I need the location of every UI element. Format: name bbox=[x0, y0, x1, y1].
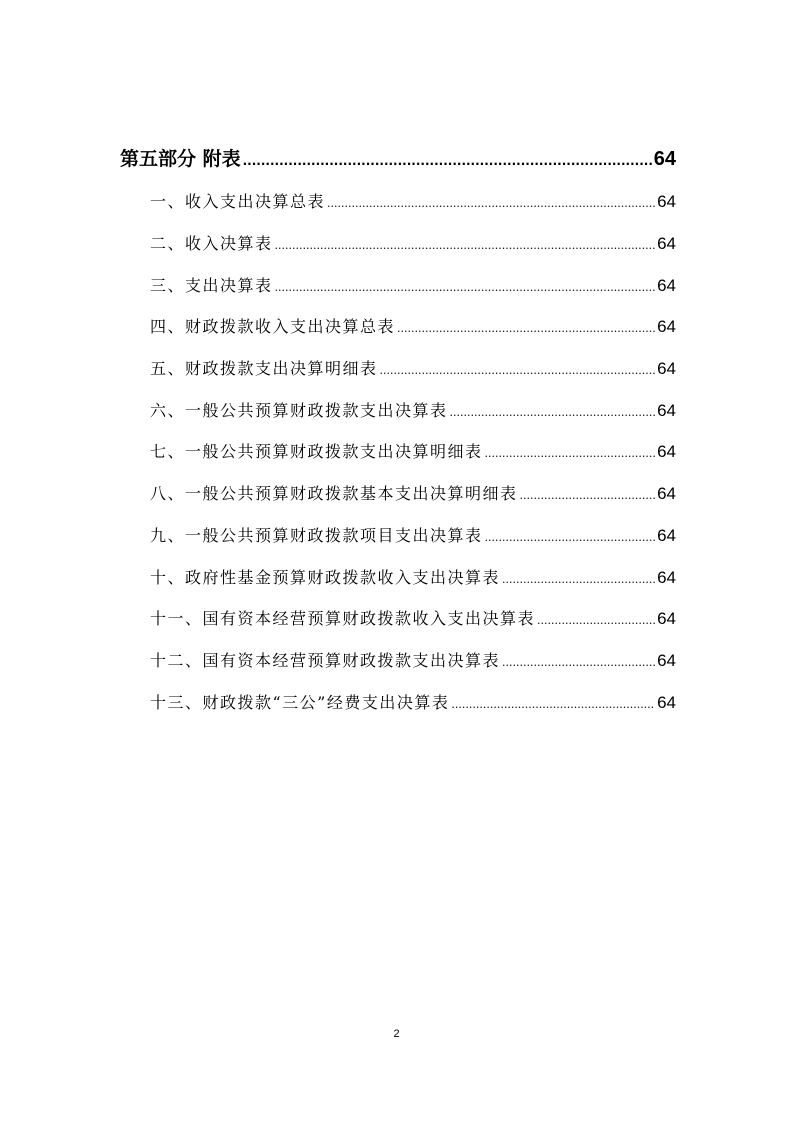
toc-entry[interactable] bbox=[150, 189, 676, 215]
toc-leader-dots bbox=[451, 693, 655, 712]
toc-section-heading[interactable] bbox=[120, 144, 676, 174]
toc-entry-title: 十一、国有资本经营预算财政拨款收入支出决算表 bbox=[150, 609, 536, 628]
toc-entry-title: 四、财政拨款收入支出决算总表 bbox=[150, 317, 396, 336]
toc-entry[interactable] bbox=[150, 231, 676, 257]
toc-entry[interactable] bbox=[150, 398, 676, 424]
toc-entry-page: 64 bbox=[657, 317, 676, 336]
page-number: 2 bbox=[393, 1028, 400, 1040]
toc-entry[interactable] bbox=[150, 565, 676, 591]
toc-entry[interactable] bbox=[150, 606, 676, 632]
toc-entry-page: 64 bbox=[657, 568, 676, 587]
toc-entry-title: 九、一般公共预算财政拨款项目支出决算表 bbox=[150, 526, 483, 545]
toc-entry-page: 64 bbox=[657, 651, 676, 670]
toc-entry-title: 十三、财政拨款“三公”经费支出决算表 bbox=[150, 693, 450, 712]
toc-entry[interactable] bbox=[150, 690, 676, 716]
toc-entry-page: 64 bbox=[657, 359, 676, 378]
toc-entry-page: 64 bbox=[657, 484, 676, 503]
toc-entry-title: 一、收入支出决算总表 bbox=[150, 192, 326, 211]
toc-leader-dots bbox=[485, 526, 656, 545]
toc-entry-page: 64 bbox=[657, 401, 676, 420]
toc-entry[interactable] bbox=[150, 273, 676, 299]
toc-entry-page: 64 bbox=[657, 693, 676, 712]
toc-leader-dots bbox=[243, 148, 652, 170]
toc-entry-title: 八、一般公共预算财政拨款基本支出决算明细表 bbox=[150, 484, 518, 503]
toc-entry-title: 五、财政拨款支出决算明细表 bbox=[150, 359, 378, 378]
toc-leader-dots bbox=[397, 317, 655, 336]
toc-leader-dots bbox=[380, 359, 656, 378]
toc-entry-page: 64 bbox=[657, 192, 676, 211]
toc-entry-title: 二、收入决算表 bbox=[150, 234, 273, 253]
toc-entry-page: 64 bbox=[657, 276, 676, 295]
toc-leader-dots bbox=[502, 651, 655, 670]
toc-leader-dots bbox=[502, 568, 655, 587]
toc-entry-title: 十二、国有资本经营预算财政拨款支出决算表 bbox=[150, 651, 501, 670]
toc-entry[interactable] bbox=[150, 523, 676, 549]
toc-entry-title: 十、政府性基金预算财政拨款收入支出决算表 bbox=[150, 568, 501, 587]
toc-entry[interactable] bbox=[150, 481, 676, 507]
toc-leader-dots bbox=[327, 192, 655, 211]
toc-leader-dots bbox=[275, 234, 656, 253]
toc-heading-title: 第五部分 附表 bbox=[120, 148, 241, 170]
toc-entry-title: 七、一般公共预算财政拨款支出决算明细表 bbox=[150, 442, 483, 461]
toc-entry-title: 三、支出决算表 bbox=[150, 276, 273, 295]
toc-entry[interactable] bbox=[150, 314, 676, 340]
toc-entry[interactable] bbox=[150, 356, 676, 382]
toc-leader-dots bbox=[520, 484, 656, 503]
toc-leader-dots bbox=[275, 276, 656, 295]
toc-heading-page: 64 bbox=[653, 148, 676, 170]
toc-entry-page: 64 bbox=[657, 442, 676, 461]
toc-leader-dots bbox=[537, 609, 655, 628]
toc-entry-page: 64 bbox=[657, 234, 676, 253]
toc-entry[interactable] bbox=[150, 648, 676, 674]
toc-entry[interactable] bbox=[150, 439, 676, 465]
toc-leader-dots bbox=[485, 442, 656, 461]
toc-entry-page: 64 bbox=[657, 609, 676, 628]
toc-entry-title: 六、一般公共预算财政拨款支出决算表 bbox=[150, 401, 448, 420]
toc-entry-page: 64 bbox=[657, 526, 676, 545]
toc-leader-dots bbox=[450, 401, 656, 420]
